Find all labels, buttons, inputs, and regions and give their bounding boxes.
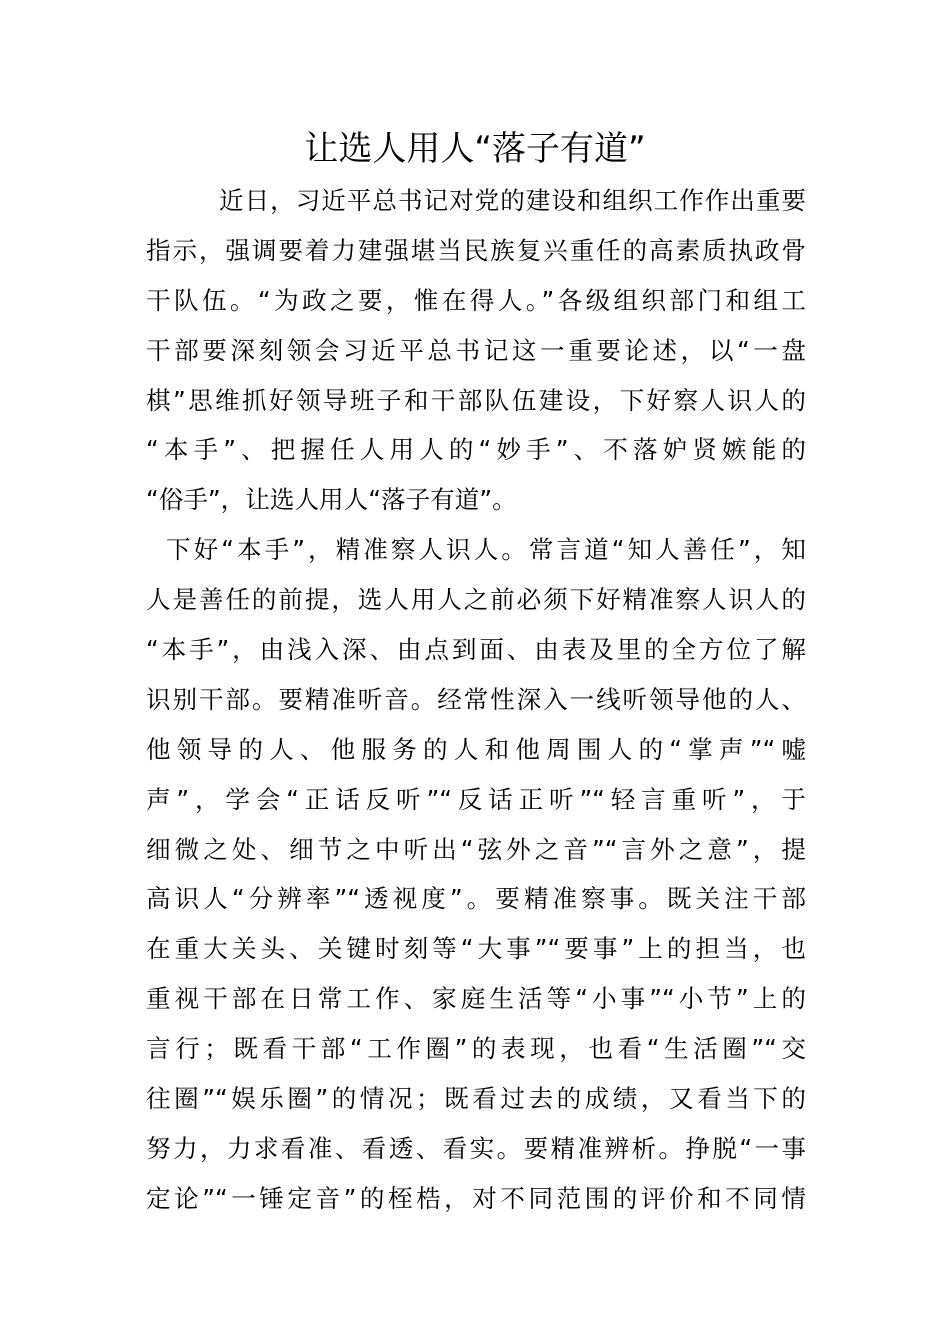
text-line: “俗手”，让选人用人“落子有道”。 [146, 485, 517, 515]
text-line: 声”，学会“正话反听”“反话正听”“轻言重听”，于 [146, 784, 806, 814]
text-line: 棋”思维抓好领导班子和干部队伍建设，下好察人识人的 [146, 385, 806, 415]
text-line: 努力，力求看准、看透、看实。要精准辨析。挣脱“一事 [146, 1133, 806, 1163]
text-line: 他领导的人、他服务的人和他周围人的“掌声”“嘘 [146, 734, 806, 764]
document-title: 让选人用人“落子有道” [304, 129, 646, 169]
text-line: 下好“本手”，精准察人识人。常言道“知人善任”，知 [166, 535, 806, 565]
text-line: 往圈”“娱乐圈”的情况；既看过去的成绩，又看当下的 [146, 1084, 806, 1114]
text-line: 干队伍。“为政之要，惟在得人。”各级组织部门和组工 [146, 285, 806, 315]
text-line: 高识人“分辨率”“透视度”。要精准察事。既关注干部 [146, 884, 806, 914]
text-line: 干部要深刻领会习近平总书记这一重要论述，以“一盘 [146, 335, 806, 365]
text-line: 定论”“一锤定音”的桎梏，对不同范围的评价和不同情 [146, 1183, 806, 1213]
text-line: 重视干部在日常工作、家庭生活等“小事”“小节”上的 [146, 984, 806, 1014]
text-line: “本手”、把握任人用人的“妙手”、不落妒贤嫉能的 [146, 435, 806, 465]
text-line: 指示，强调要着力建强堪当民族复兴重任的高素质执政骨 [146, 235, 806, 265]
text-line: “本手”，由浅入深、由点到面、由表及里的全方位了解 [146, 635, 806, 665]
text-line: 近日，习近平总书记对党的建设和组织工作作出重要 [219, 186, 806, 215]
text-line: 细微之处、细节之中听出“弦外之音”“言外之意”，提 [146, 834, 806, 864]
text-line: 在重大关头、关键时刻等“大事”“要事”上的担当，也 [146, 934, 806, 964]
text-line: 识别干部。要精准听音。经常性深入一线听领导他的人、 [146, 684, 806, 714]
text-line: 人是善任的前提，选人用人之前必须下好精准察人识人的 [146, 585, 806, 615]
text-line: 言行；既看干部“工作圈”的表现，也看“生活圈”“交 [146, 1034, 806, 1064]
document-body [146, 176, 806, 1224]
